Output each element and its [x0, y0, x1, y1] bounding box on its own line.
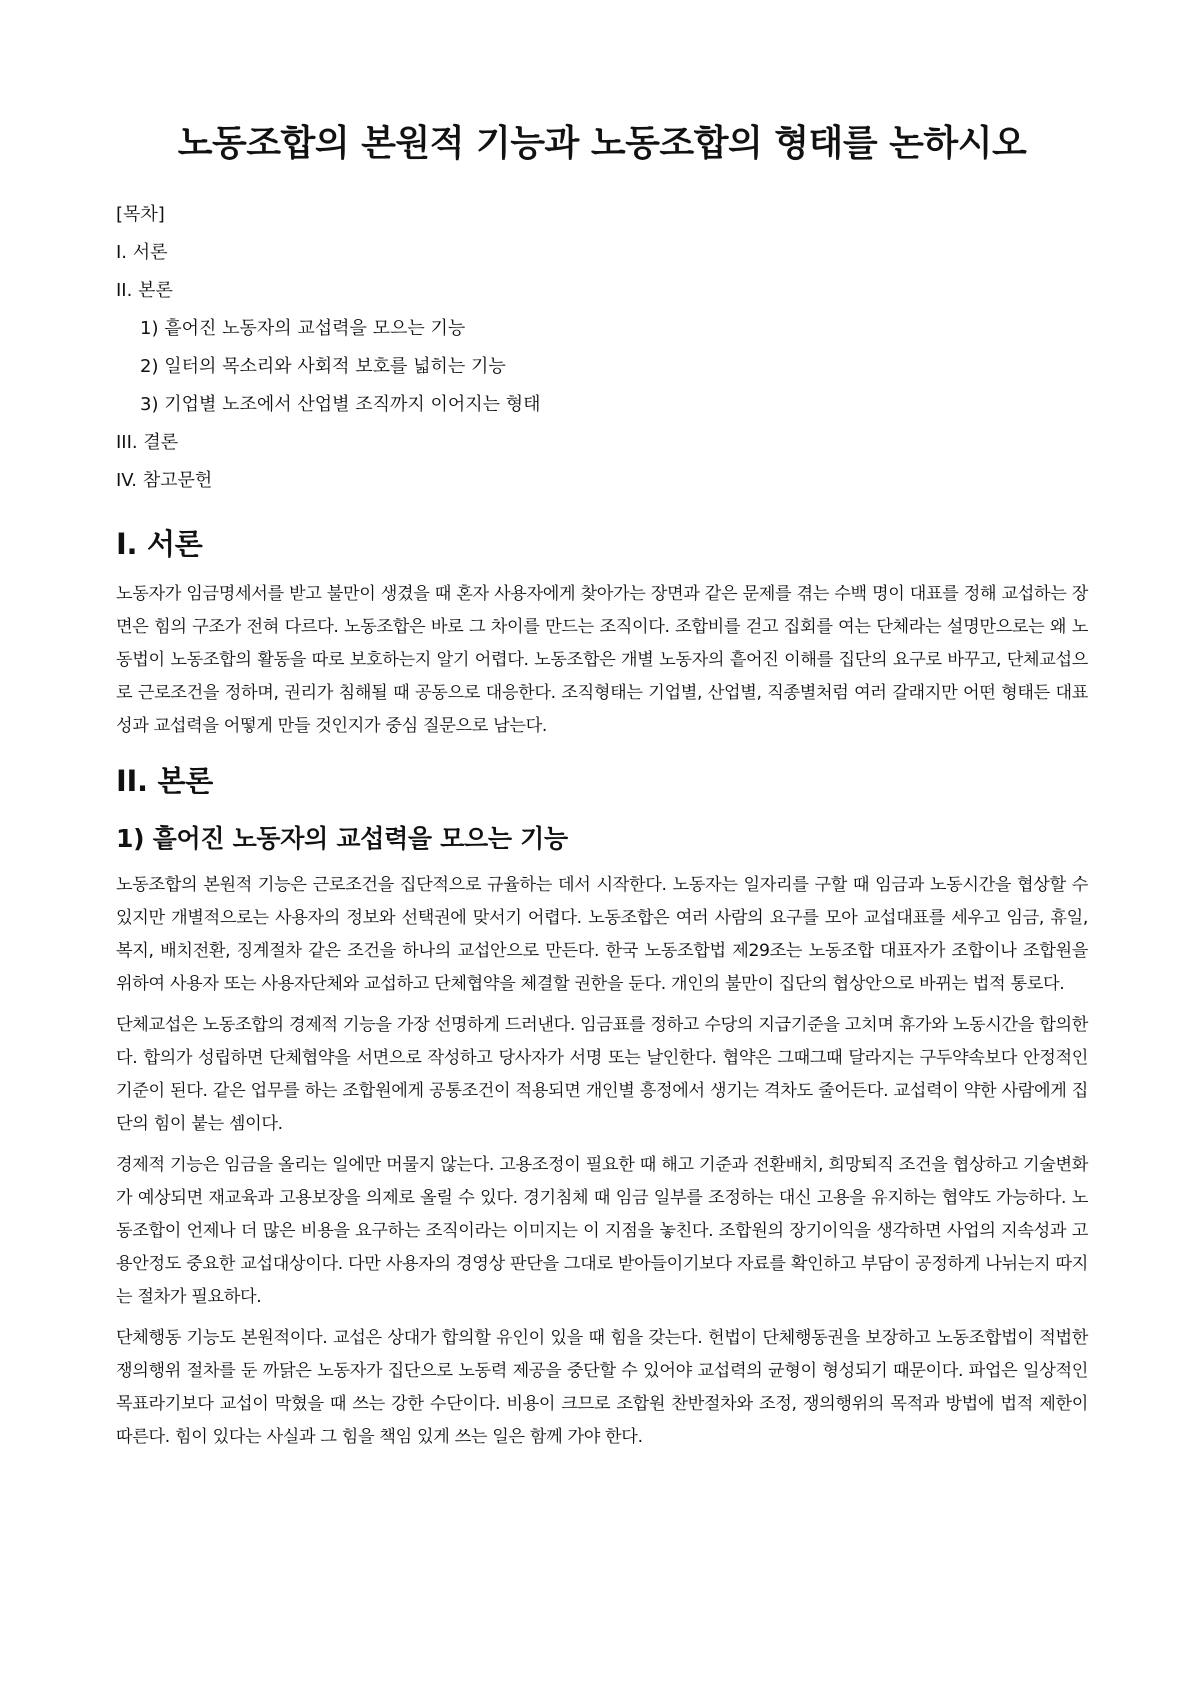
- section-heading-introduction: I. 서론: [116, 527, 203, 561]
- toc-subitem: 3) 기업별 노조에서 산업별 조직까지 이어지는 형태: [140, 394, 541, 415]
- toc-subitem: 1) 흩어진 노동자의 교섭력을 모으는 기능: [140, 318, 466, 339]
- body-paragraph: 단체교섭은 노동조합의 경제적 기능을 가장 선명하게 드러낸다. 임금표를 정하고 수당의 지급기준을 고치며 휴가와 노동시간을 합의한다. 합의가 성립하면 단체협약을 서면으로 작성하고 당사자가 서명 또는 날인한다. 협약은 그때그때 달라지는 구두약속보다 안정적인 기준이 된다. 같은 업무를 하는 조합원에게 공통조건이 적용되면 개인별 흥정에서 생기는 격차도 줄어든다. 교섭력이 약한 사람에게 집단의 힘이 붙는 셈이다.: [116, 1015, 1088, 1134]
- section-heading-main-body: II. 본론: [116, 764, 213, 798]
- toc-heading: [목차]: [116, 204, 165, 225]
- toc-item: III. 결론: [116, 432, 179, 453]
- toc-item: IV. 참고문헌: [116, 470, 213, 491]
- toc-subitem: 2) 일터의 목소리와 사회적 보호를 넓히는 기능: [140, 356, 506, 377]
- subsection-heading: 1) 흩어진 노동자의 교섭력을 모으는 기능: [116, 824, 568, 853]
- table-of-contents: [116, 196, 1088, 500]
- body-paragraph: 경제적 기능은 임금을 올리는 일에만 머물지 않는다. 고용조정이 필요한 때 해고 기준과 전환배치, 희망퇴직 조건을 협상하고 기술변화가 예상되면 재교육과 고용보장을 의제로 올릴 수 있다. 경기침체 때 임금 일부를 조정하는 대신 고용을 유지하는 협약도 가능하다. 노동조합이 언제나 더 많은 비용을 요구하는 조직이라는 이미지는 이 지점을 놓친다. 조합원의 장기이익을 생각하면 사업의 지속성과 고용안정도 중요한 교섭대상이다. 다만 사용자의 경영상 판단을 그대로 받아들이기보다 자료를 확인하고 부담이 공정하게 나뉘는지 따지는 절차가 필요하다.: [116, 1155, 1088, 1307]
- page-title: 노동조합의 본원적 기능과 노동조합의 형태를 논하시오: [177, 123, 1027, 164]
- toc-item: I. 서론: [116, 242, 168, 263]
- body-paragraph: 노동자가 임금명세서를 받고 불만이 생겼을 때 혼자 사용자에게 찾아가는 장면과 같은 문제를 겪는 수백 명이 대표를 정해 교섭하는 장면은 힘의 구조가 전혀 다르다. 노동조합은 바로 그 차이를 만드는 조직이다. 조합비를 걷고 집회를 여는 단체라는 설명만으로는 왜 노동법이 노동조합의 활동을 따로 보호하는지 알기 어렵다. 노동조합은 개별 노동자의 흩어진 이해를 집단의 요구로 바꾸고, 단체교섭으로 근로조건을 정하며, 권리가 침해될 때 공동으로 대응한다. 조직형태는 기업별, 산업별, 직종별처럼 여러 갈래지만 어떤 형태든 대표성과 교섭력을 어떻게 만들 것인지가 중심 질문으로 남는다.: [116, 584, 1088, 736]
- toc-item: II. 본론: [116, 280, 173, 301]
- body-paragraph: 노동조합의 본원적 기능은 근로조건을 집단적으로 규율하는 데서 시작한다. 노동자는 일자리를 구할 때 임금과 노동시간을 협상할 수 있지만 개별적으로는 사용자의 정보와 선택권에 맞서기 어렵다. 노동조합은 여러 사람의 요구를 모아 교섭대표를 세우고 임금, 휴일, 복지, 배치전환, 징계절차 같은 조건을 하나의 교섭안으로 만든다. 한국 노동조합법 제29조는 노동조합 대표자가 조합이나 조합원을 위하여 사용자 또는 사용자단체와 교섭하고 단체협약을 체결할 권한을 둔다. 개인의 불만이 집단의 협상안으로 바뀌는 법적 통로다.: [116, 875, 1088, 994]
- body-paragraph: 단체행동 기능도 본원적이다. 교섭은 상대가 합의할 유인이 있을 때 힘을 갖는다. 헌법이 단체행동권을 보장하고 노동조합법이 적법한 쟁의행위 절차를 둔 까닭은 노동자가 집단으로 노동력 제공을 중단할 수 있어야 교섭력의 균형이 형성되기 때문이다. 파업은 일상적인 목표라기보다 교섭이 막혔을 때 쓰는 강한 수단이다. 비용이 크므로 조합원 찬반절차와 조정, 쟁의행위의 목적과 방법에 법적 제한이 따른다. 힘이 있다는 사실과 그 힘을 책임 있게 쓰는 일은 함께 가야 한다.: [116, 1328, 1088, 1447]
